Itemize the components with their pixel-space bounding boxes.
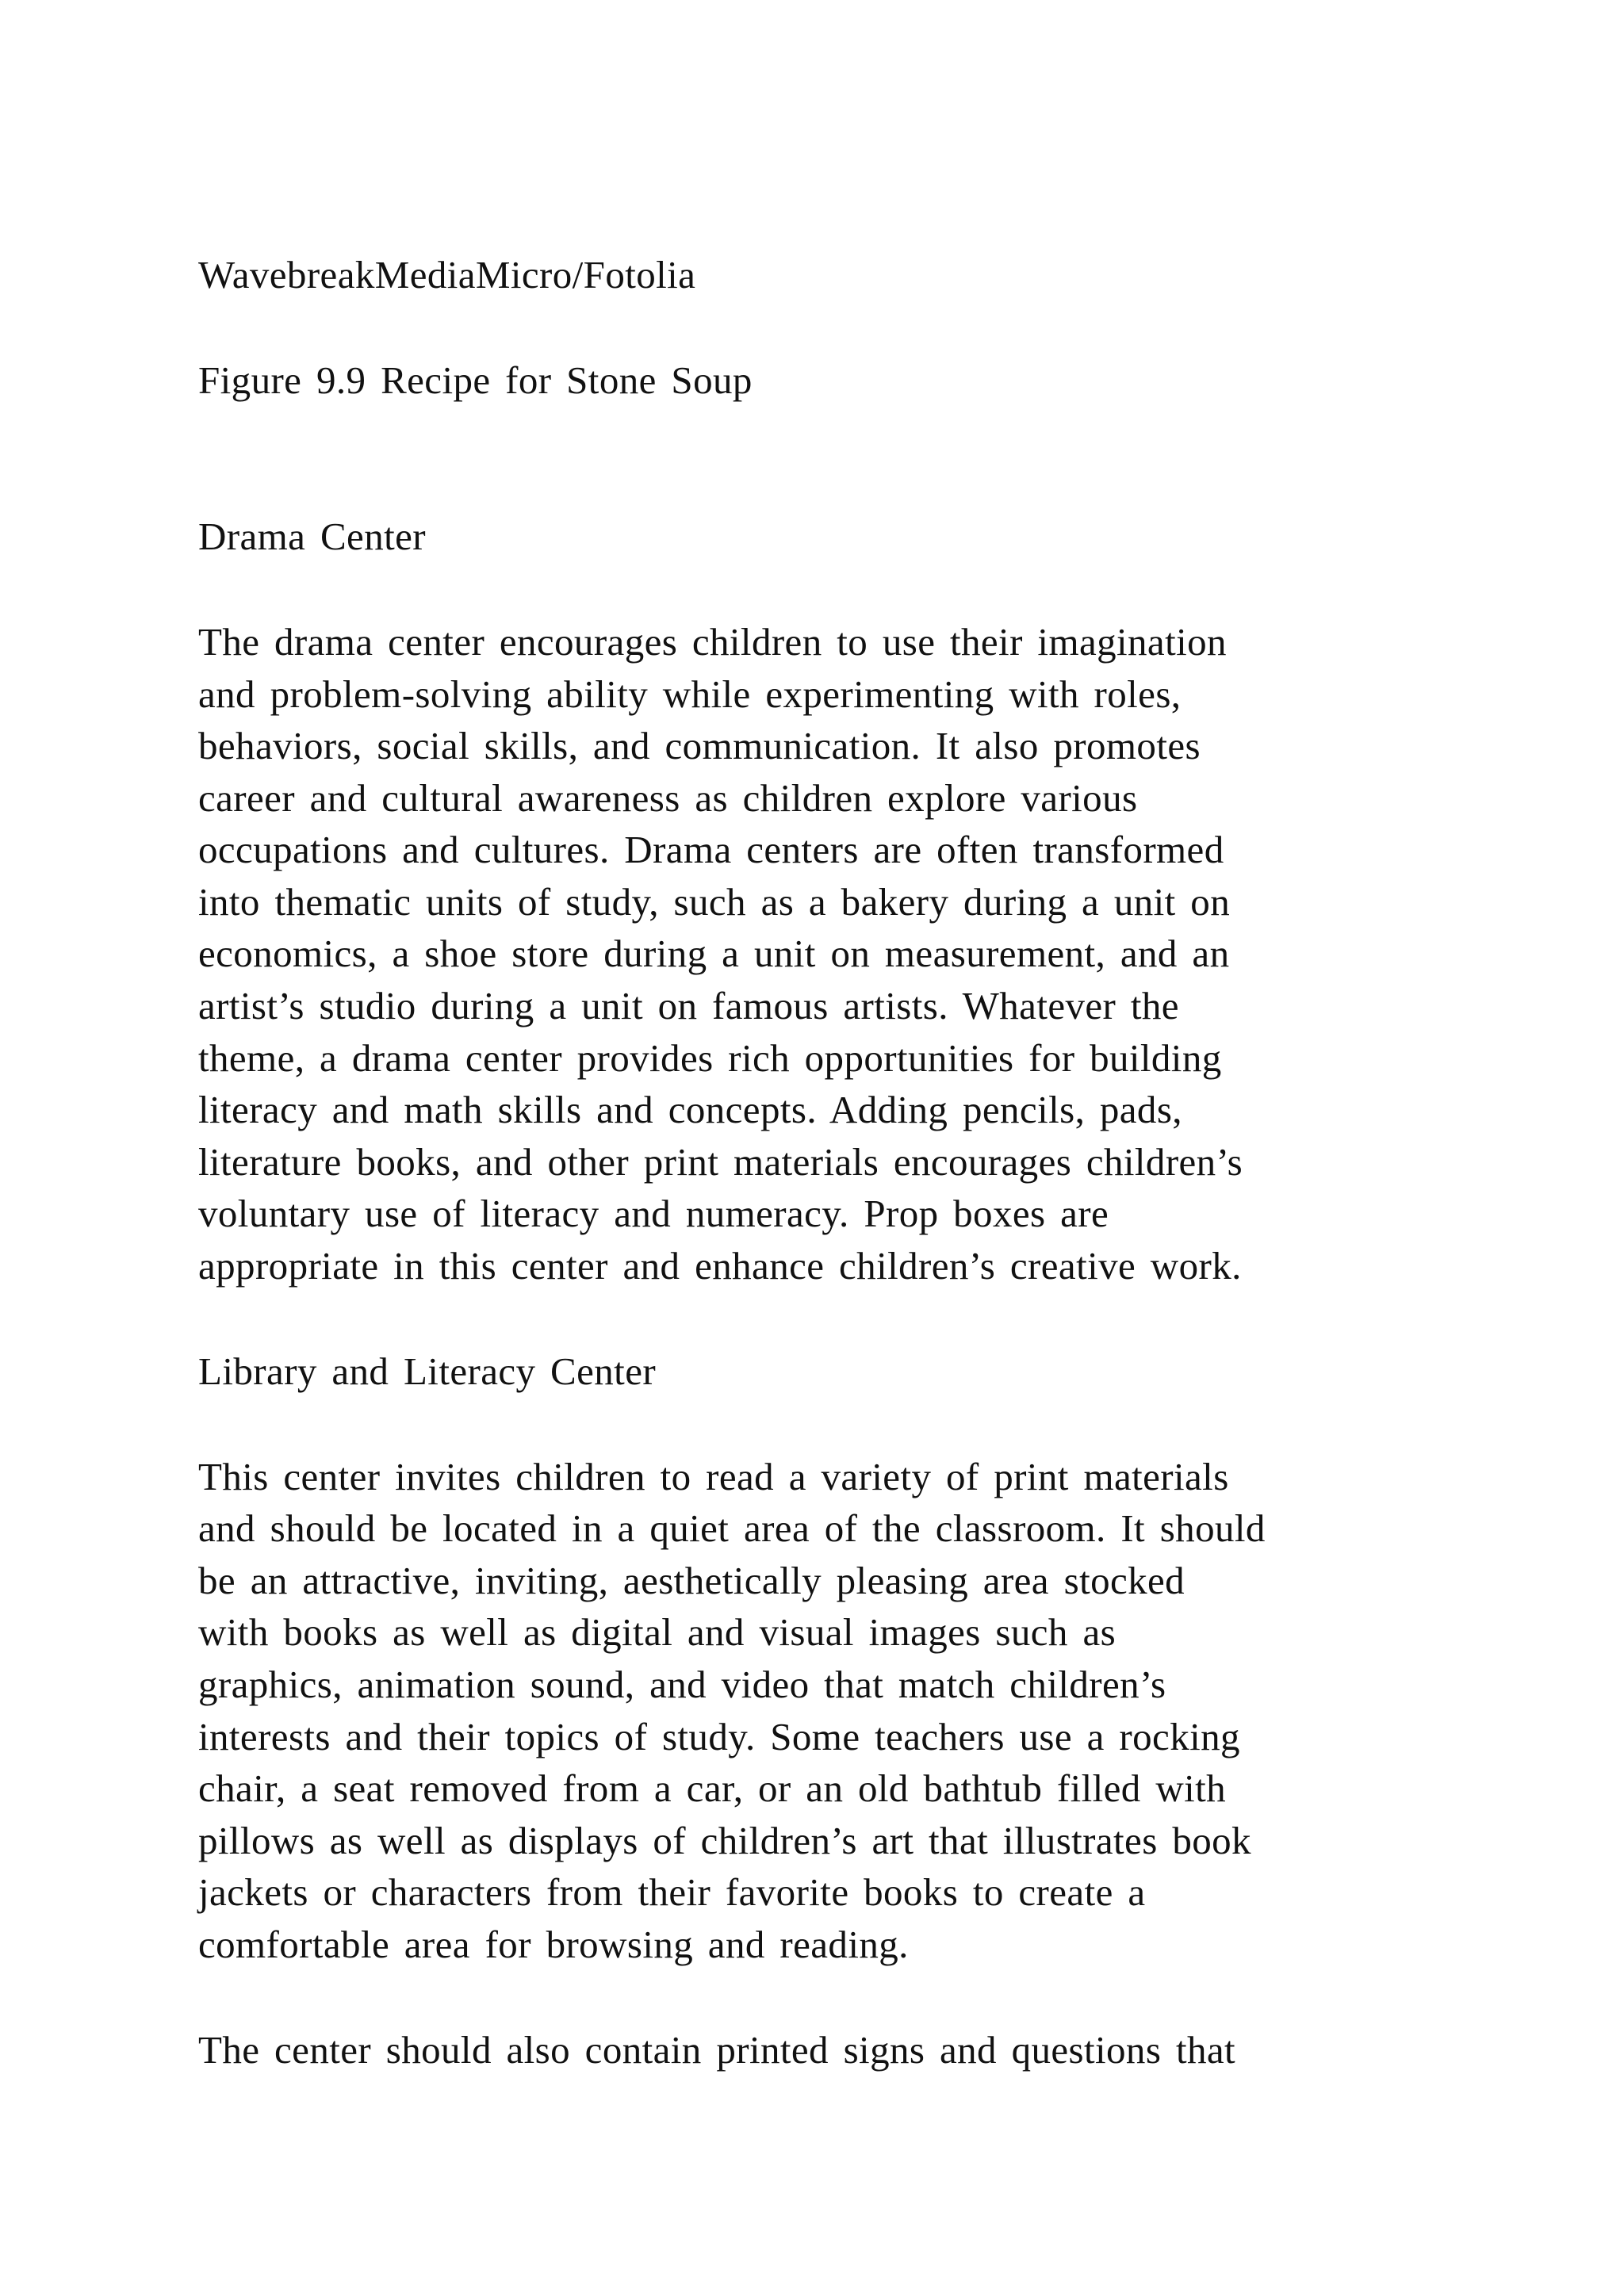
section-heading-library-literacy-center: Library and Literacy Center <box>198 1349 657 1393</box>
paragraph-line: The center should also contain printed signs and questions that <box>198 2028 1236 2072</box>
paragraph-line: graphics, animation sound, and video that match children’s <box>198 1663 1166 1706</box>
paragraph-line: literacy and math skills and concepts. Adding pencils, pads, <box>198 1088 1182 1131</box>
paragraph-line: literature books, and other print materials encourages children’s <box>198 1140 1243 1184</box>
paragraph-line: into thematic units of study, such as a bakery during a unit on <box>198 880 1231 924</box>
paragraph-line: be an attractive, inviting, aesthetically pleasing area stocked <box>198 1559 1185 1602</box>
photo-credit: WavebreakMediaMicro/Fotolia <box>198 253 696 297</box>
paragraph-line: This center invites children to read a variety of print materials <box>198 1455 1229 1498</box>
paragraph-line: artist’s studio during a unit on famous artists. Whatever the <box>198 984 1179 1027</box>
paragraph-line: theme, a drama center provides rich opportunities for building <box>198 1036 1222 1080</box>
paragraph-line: pillows as well as displays of children’s art that illustrates book <box>198 1819 1251 1862</box>
paragraph-line: The drama center encourages children to use their imagination <box>198 620 1227 664</box>
paragraph-line: chair, a seat removed from a car, or an old bathtub filled with <box>198 1766 1227 1810</box>
paragraph-line: jackets or characters from their favorite books to create a <box>198 1870 1146 1914</box>
paragraph-line: and problem-solving ability while experimenting with roles, <box>198 672 1182 716</box>
paragraph-line: appropriate in this center and enhance children’s creative work. <box>198 1244 1242 1288</box>
paragraph-line: comfortable area for browsing and reading. <box>198 1923 909 1966</box>
paragraph-line: behaviors, social skills, and communication. It also promotes <box>198 724 1201 767</box>
paragraph-line: occupations and cultures. Drama centers are often transformed <box>198 828 1224 871</box>
paragraph-line: and should be located in a quiet area of the classroom. It should <box>198 1506 1266 1550</box>
paragraph-line: economics, a shoe store during a unit on measurement, and an <box>198 932 1230 975</box>
paragraph-line: voluntary use of literacy and numeracy. Prop boxes are <box>198 1192 1109 1235</box>
paragraph-line: career and cultural awareness as children explore various <box>198 776 1138 820</box>
paragraph-line: with books as well as digital and visual images such as <box>198 1610 1116 1654</box>
section-heading-drama-center: Drama Center <box>198 515 426 558</box>
paragraph-line: interests and their topics of study. Some teachers use a rocking <box>198 1715 1240 1758</box>
figure-caption: Figure 9.9 Recipe for Stone Soup <box>198 358 753 402</box>
